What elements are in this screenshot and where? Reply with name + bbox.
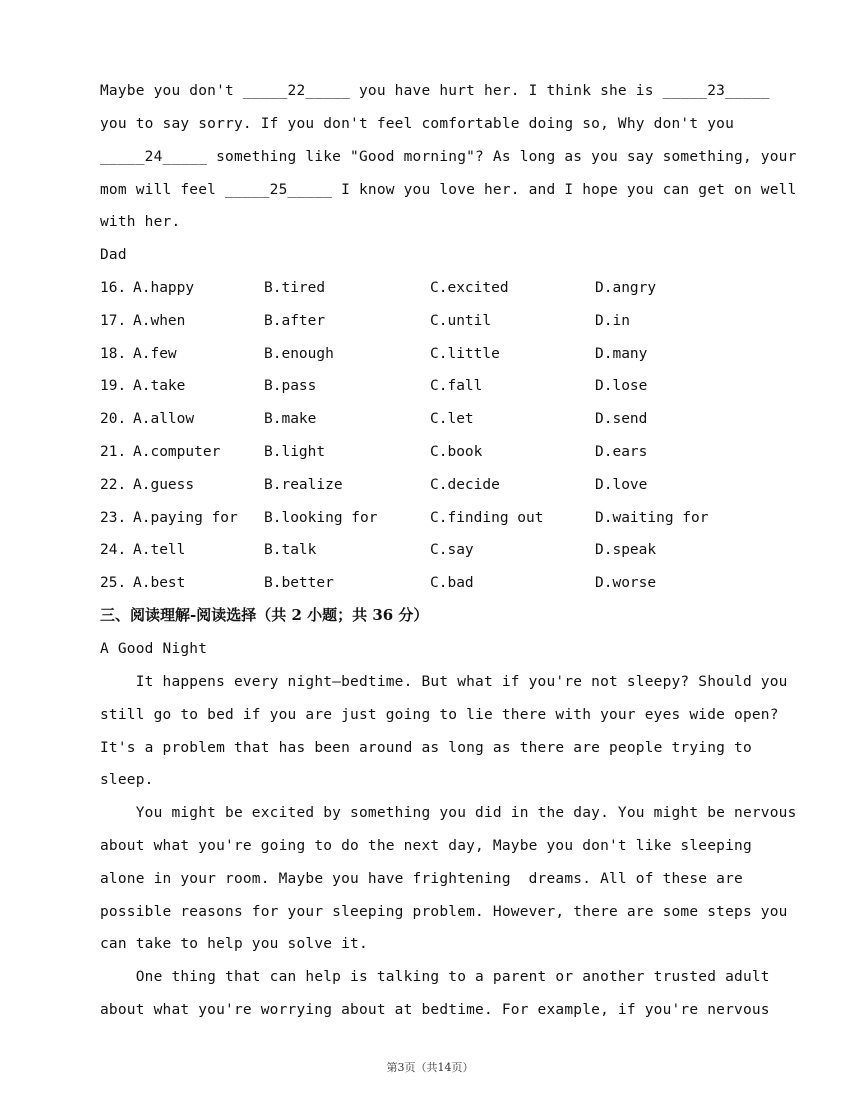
question-20 xyxy=(100,409,780,429)
option-d: D.lose xyxy=(595,378,648,394)
letter-line: with her. xyxy=(100,214,181,230)
option-c: C.let xyxy=(430,411,474,427)
passage-line: still go to bed if you are just going to lie there with your eyes wide open? xyxy=(100,707,779,723)
letter-line: _____24_____ something like "Good morning"? As long as you say something, your xyxy=(100,149,797,165)
option-d: D.many xyxy=(595,346,648,362)
question-17 xyxy=(100,311,780,331)
question-23 xyxy=(100,508,780,528)
passage-line: It happens every night—bedtime. But what if you're not sleepy? Should you xyxy=(100,674,788,690)
option-d: D.send xyxy=(595,411,648,427)
option-c: C.little xyxy=(430,346,500,362)
option-c: C.excited xyxy=(430,280,509,296)
option-a: A.computer xyxy=(133,444,221,460)
option-b: B.realize xyxy=(264,477,343,493)
question-number: 22. xyxy=(100,477,127,493)
passage-line: can take to help you solve it. xyxy=(100,936,368,952)
question-number: 16. xyxy=(100,280,127,296)
question-25 xyxy=(100,573,780,593)
option-a: A.paying for xyxy=(133,510,238,526)
option-c: C.finding out xyxy=(430,510,544,526)
option-d: D.worse xyxy=(595,575,657,591)
option-d: D.waiting for xyxy=(595,510,709,526)
option-d: D.love xyxy=(595,477,648,493)
page-footer: 第3页（共14页） xyxy=(386,1061,474,1074)
option-b: B.enough xyxy=(264,346,334,362)
question-number: 17. xyxy=(100,313,127,329)
option-a: A.tell xyxy=(133,542,186,558)
option-b: B.tired xyxy=(264,280,326,296)
question-number: 19. xyxy=(100,378,127,394)
option-b: B.looking for xyxy=(264,510,378,526)
letter-signature: Dad xyxy=(100,247,127,263)
option-b: B.light xyxy=(264,444,326,460)
option-c: C.bad xyxy=(430,575,474,591)
question-19 xyxy=(100,376,780,396)
passage-title: A Good Night xyxy=(100,641,208,657)
question-16 xyxy=(100,278,780,298)
option-b: B.pass xyxy=(264,378,317,394)
option-a: A.take xyxy=(133,378,186,394)
option-c: C.book xyxy=(430,444,483,460)
passage-line: about what you're going to do the next day, Maybe you don't like sleeping xyxy=(100,838,752,854)
section-heading: 三、阅读理解-阅读选择（共 2 小题；共 36 分） xyxy=(100,606,429,624)
question-number: 20. xyxy=(100,411,127,427)
option-d: D.speak xyxy=(595,542,657,558)
option-b: B.talk xyxy=(264,542,317,558)
option-c: C.say xyxy=(430,542,474,558)
passage-line: One thing that can help is talking to a parent or another trusted adult xyxy=(100,969,770,985)
option-a: A.few xyxy=(133,346,177,362)
option-a: A.when xyxy=(133,313,186,329)
option-d: D.angry xyxy=(595,280,657,296)
option-a: A.happy xyxy=(133,280,195,296)
passage-line: It's a problem that has been around as long as there are people trying to xyxy=(100,740,752,756)
letter-line: you to say sorry. If you don't feel comfortable doing so, Why don't you xyxy=(100,116,735,132)
option-a: A.guess xyxy=(133,477,195,493)
question-21 xyxy=(100,442,780,462)
passage-line: about what you're worrying about at bedtime. For example, if you're nervous xyxy=(100,1002,770,1018)
passage-line: You might be excited by something you did in the day. You might be nervous xyxy=(100,805,797,821)
option-c: C.fall xyxy=(430,378,483,394)
question-number: 18. xyxy=(100,346,127,362)
option-d: D.in xyxy=(595,313,630,329)
option-c: C.until xyxy=(430,313,492,329)
option-b: B.after xyxy=(264,313,326,329)
option-b: B.better xyxy=(264,575,334,591)
question-number: 24. xyxy=(100,542,127,558)
letter-line: Maybe you don't _____22_____ you have hurt her. I think she is _____23_____ xyxy=(100,83,770,99)
option-a: A.allow xyxy=(133,411,195,427)
question-number: 21. xyxy=(100,444,127,460)
option-d: D.ears xyxy=(595,444,648,460)
passage-line: sleep. xyxy=(100,772,154,788)
passage-line: alone in your room. Maybe you have frightening dreams. All of these are xyxy=(100,871,743,887)
passage-line: possible reasons for your sleeping problem. However, there are some steps you xyxy=(100,904,788,920)
letter-line: mom will feel _____25_____ I know you love her. and I hope you can get on well xyxy=(100,182,797,198)
question-number: 25. xyxy=(100,575,127,591)
option-a: A.best xyxy=(133,575,186,591)
option-b: B.make xyxy=(264,411,317,427)
question-22 xyxy=(100,475,780,495)
option-c: C.decide xyxy=(430,477,500,493)
question-18 xyxy=(100,344,780,364)
question-24 xyxy=(100,540,780,560)
question-number: 23. xyxy=(100,510,127,526)
